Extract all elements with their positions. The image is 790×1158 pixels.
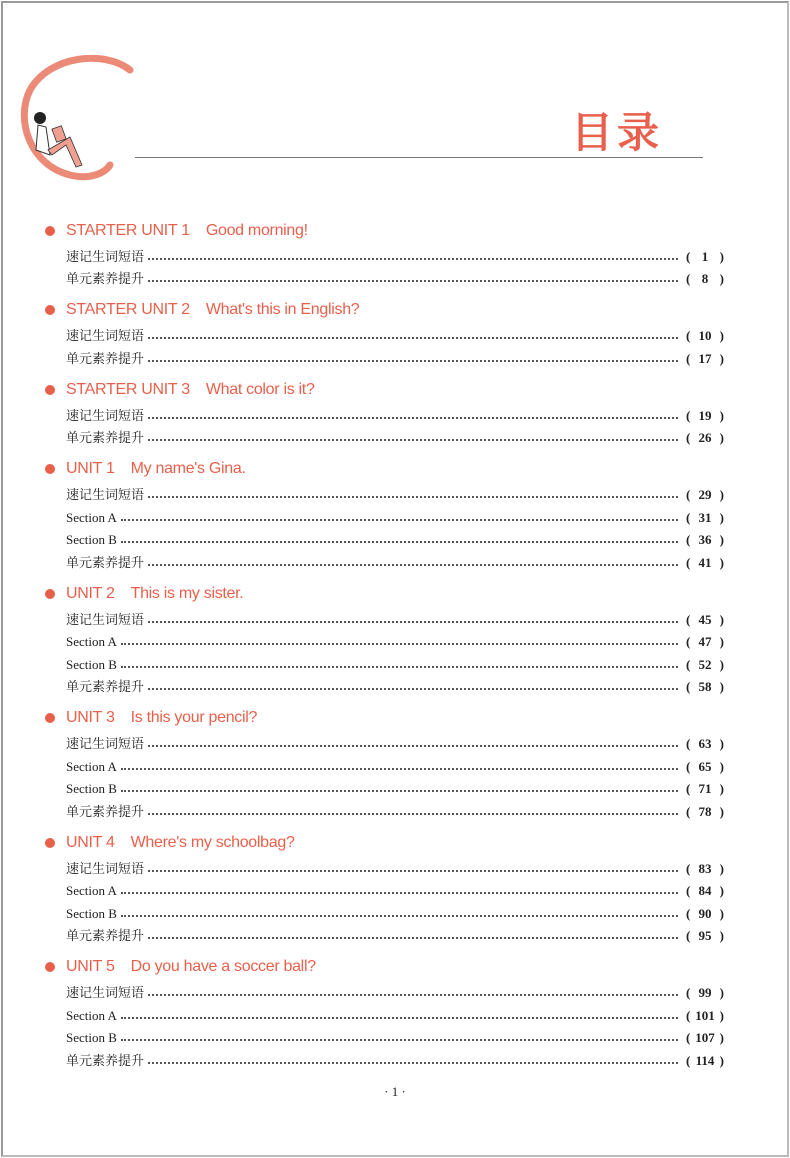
- entry-label: Section B: [66, 656, 117, 672]
- page-number-value: 1: [701, 248, 709, 264]
- entry-page: ( 95 ): [686, 928, 724, 943]
- page-number-value: 78: [698, 803, 712, 819]
- entry-page: ( 78 ): [686, 803, 724, 819]
- page-number-value: 10: [698, 328, 712, 343]
- entry-page: ( 41 ): [686, 554, 724, 570]
- page-number-value: 65: [698, 758, 712, 774]
- entry-page: ( 17 ): [686, 350, 724, 366]
- page-number-value: 83: [698, 860, 712, 876]
- entry-page: ( 71 ): [686, 781, 724, 796]
- page-number-value: 71: [698, 781, 712, 796]
- section-heading[interactable]: [44, 299, 724, 322]
- page-number-value: 45: [698, 611, 712, 627]
- unit-title: Good morning!: [205, 221, 308, 239]
- entry-label: 速记生词短语: [66, 328, 145, 343]
- dot-leader: [121, 643, 678, 645]
- toc-entry[interactable]: [66, 752, 724, 775]
- toc-section: [44, 378, 724, 446]
- section-heading[interactable]: [44, 582, 724, 605]
- entry-label: Section B: [66, 781, 117, 796]
- toc-entry[interactable]: [66, 899, 724, 922]
- entry-label: 单元素养提升: [66, 679, 145, 694]
- entry-label: 速记生词短语: [66, 736, 145, 751]
- page-number-value: 47: [698, 634, 712, 649]
- bullet-icon: [45, 464, 55, 474]
- page-number-value: 58: [698, 679, 712, 694]
- page-number-value: 107: [695, 1030, 715, 1045]
- toc-entry[interactable]: [66, 775, 724, 798]
- dot-leader: [121, 666, 678, 668]
- toc-entry[interactable]: [66, 922, 724, 945]
- dot-leader: [121, 541, 678, 543]
- dot-leader: [121, 892, 678, 894]
- toc-section: [44, 299, 724, 367]
- page-number-value: 95: [698, 928, 712, 943]
- dot-leader: [148, 813, 678, 815]
- toc-section: [44, 707, 724, 820]
- entry-page: ( 101 ): [686, 1007, 724, 1023]
- toc-section: [44, 458, 724, 571]
- entry-page: ( 84 ): [686, 883, 724, 898]
- page-number-value: 41: [698, 554, 712, 570]
- page-number-value: 84: [698, 883, 712, 898]
- entry-label: 速记生词短语: [66, 985, 145, 1000]
- entry-page: ( 29 ): [686, 487, 724, 502]
- bullet-icon: [45, 962, 55, 972]
- section-heading[interactable]: [44, 219, 724, 242]
- toc-section: [44, 582, 724, 695]
- bullet-icon: [45, 713, 55, 723]
- entry-page: ( 8 ): [686, 271, 724, 286]
- bullet-icon: [45, 385, 55, 395]
- unit-label: UNIT 5: [66, 958, 115, 975]
- toc-entry[interactable]: [66, 1001, 724, 1024]
- entry-label: Section A: [66, 509, 117, 525]
- dot-leader: [148, 337, 678, 339]
- entry-page: ( 31 ): [686, 509, 724, 525]
- entry-label: 单元素养提升: [66, 430, 145, 445]
- entry-label: 单元素养提升: [66, 554, 145, 570]
- entry-label: 速记生词短语: [66, 248, 145, 264]
- toc-entry[interactable]: [66, 322, 724, 345]
- entry-page: ( 90 ): [686, 905, 724, 921]
- entry-label: Section B: [66, 532, 117, 547]
- dot-leader: [148, 688, 678, 690]
- bullet-icon: [45, 305, 55, 315]
- entry-label: 单元素养提升: [66, 350, 145, 366]
- bullet-icon: [45, 838, 55, 848]
- section-heading[interactable]: [44, 458, 724, 481]
- toc-entry[interactable]: [66, 242, 724, 265]
- entry-label: Section B: [66, 1030, 117, 1045]
- entry-page: ( 36 ): [686, 532, 724, 547]
- toc-entry[interactable]: [66, 877, 724, 900]
- entry-label: Section A: [66, 883, 117, 898]
- bullet-icon: [45, 589, 55, 599]
- toc-entry[interactable]: [66, 854, 724, 877]
- entry-label: Section B: [66, 905, 117, 921]
- dot-leader: [121, 790, 678, 792]
- entry-label: Section A: [66, 758, 117, 774]
- entry-label: 速记生词短语: [66, 407, 145, 423]
- dot-leader: [148, 937, 678, 939]
- entry-page: ( 1 ): [686, 248, 724, 264]
- toc-entry[interactable]: [66, 673, 724, 696]
- page-number-value: 99: [698, 985, 712, 1000]
- page-number-value: 63: [698, 736, 712, 751]
- entry-page: ( 65 ): [686, 758, 724, 774]
- toc-entry[interactable]: [66, 1024, 724, 1047]
- entry-label: 单元素养提升: [66, 803, 145, 819]
- page-number-value: 19: [698, 407, 712, 423]
- toc-entry[interactable]: [66, 526, 724, 549]
- toc-entry[interactable]: [66, 797, 724, 820]
- unit-title: Where's my schoolbag?: [130, 833, 295, 851]
- unit-title: This is my sister.: [130, 584, 244, 602]
- dot-leader: [148, 621, 678, 623]
- toc-section: [44, 219, 724, 287]
- unit-title: My name's Gina.: [130, 460, 246, 477]
- toc-entry[interactable]: [66, 424, 724, 447]
- table-of-contents: [44, 219, 724, 1080]
- toc-entry[interactable]: [66, 548, 724, 571]
- entry-label: Section A: [66, 634, 117, 649]
- page-number-value: 90: [698, 905, 712, 921]
- page-title: 目录: [571, 108, 664, 157]
- toc-entry[interactable]: [66, 503, 724, 526]
- entry-page: ( 99 ): [686, 985, 724, 1000]
- dot-leader: [148, 360, 678, 362]
- toc-entry[interactable]: [66, 265, 724, 288]
- entry-label: 速记生词短语: [66, 860, 145, 876]
- unit-label: STARTER UNIT 1: [66, 221, 190, 239]
- toc-entry[interactable]: [66, 628, 724, 651]
- dot-leader: [148, 564, 678, 566]
- dot-leader: [148, 496, 678, 498]
- toc-entry[interactable]: [66, 650, 724, 673]
- page-number-value: 31: [698, 509, 712, 525]
- unit-title: What's this in English?: [205, 301, 360, 318]
- unit-title: What color is it?: [205, 380, 315, 398]
- entry-page: ( 52 ): [686, 656, 724, 672]
- section-heading[interactable]: [44, 378, 724, 401]
- section-heading[interactable]: [44, 831, 724, 854]
- dot-leader: [148, 280, 678, 282]
- bullet-icon: [45, 226, 55, 236]
- dot-leader: [148, 439, 678, 441]
- dot-leader: [121, 1017, 678, 1019]
- toc-entry[interactable]: [66, 730, 724, 753]
- page-number-value: 26: [698, 430, 712, 445]
- entry-page: ( 10 ): [686, 328, 724, 343]
- unit-title: Is this your pencil?: [130, 709, 258, 726]
- unit-title: Do you have a soccer ball?: [130, 958, 316, 975]
- toc-entry[interactable]: [66, 605, 724, 628]
- dot-leader: [121, 915, 678, 917]
- entry-page: ( 26 ): [686, 430, 724, 445]
- entry-label: 速记生词短语: [66, 487, 145, 502]
- entry-label: 单元素养提升: [66, 271, 145, 286]
- dot-leader: [121, 1039, 678, 1041]
- page-number-value: 17: [698, 350, 712, 366]
- entry-label: 单元素养提升: [66, 1052, 145, 1068]
- dot-leader: [121, 519, 678, 521]
- dot-leader: [148, 1062, 678, 1064]
- unit-label: UNIT 4: [66, 833, 115, 851]
- toc-entry[interactable]: [66, 401, 724, 424]
- page-number-value: 29: [698, 487, 712, 502]
- entry-page: ( 63 ): [686, 736, 724, 751]
- toc-entry[interactable]: [66, 979, 724, 1002]
- toc-section: [44, 956, 724, 1069]
- entry-page: ( 114 ): [686, 1052, 724, 1068]
- page-number: · 1 ·: [384, 1084, 406, 1099]
- entry-page: ( 45 ): [686, 611, 724, 627]
- toc-section: [44, 831, 724, 944]
- toc-entry[interactable]: [66, 481, 724, 504]
- unit-label: UNIT 2: [66, 584, 115, 602]
- dot-leader: [148, 417, 678, 419]
- unit-label: STARTER UNIT 2: [66, 301, 190, 318]
- section-heading[interactable]: [44, 707, 724, 730]
- unit-label: STARTER UNIT 3: [66, 380, 190, 398]
- entry-page: ( 47 ): [686, 634, 724, 649]
- page-number-value: 101: [695, 1007, 715, 1023]
- dot-leader: [148, 745, 678, 747]
- page-number-value: 36: [698, 532, 712, 547]
- entry-label: 速记生词短语: [66, 611, 145, 627]
- entry-page: ( 58 ): [686, 679, 724, 694]
- entry-label: 单元素养提升: [66, 928, 145, 943]
- entry-page: ( 83 ): [686, 860, 724, 876]
- page-number-value: 114: [695, 1052, 715, 1068]
- dot-leader: [148, 258, 678, 260]
- dot-leader: [121, 768, 678, 770]
- reading-girl-illustration: [10, 55, 160, 185]
- entry-page: ( 19 ): [686, 407, 724, 423]
- dot-leader: [148, 870, 678, 872]
- toc-entry[interactable]: [66, 1046, 724, 1069]
- page-number-value: 8: [701, 271, 709, 286]
- entry-page: ( 107 ): [686, 1030, 724, 1045]
- dot-leader: [148, 994, 678, 996]
- entry-label: Section A: [66, 1007, 117, 1023]
- unit-label: UNIT 3: [66, 709, 115, 726]
- unit-label: UNIT 1: [66, 460, 115, 477]
- section-heading[interactable]: [44, 956, 724, 979]
- toc-entry[interactable]: [66, 344, 724, 367]
- page-number-value: 52: [698, 656, 712, 672]
